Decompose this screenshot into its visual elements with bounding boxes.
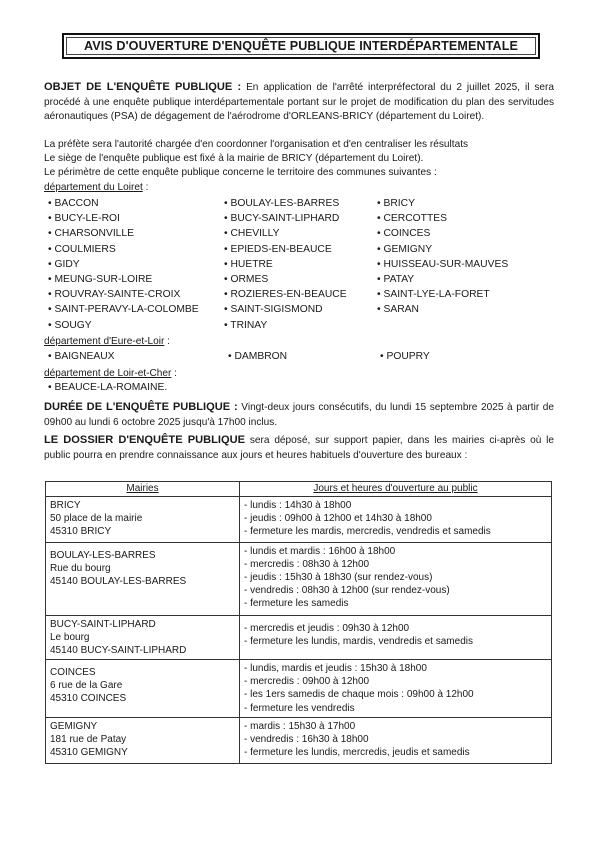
loircher-label: département de Loir-et-Cher	[44, 368, 172, 379]
horaires-cell: - mercredis et jeudis : 09h30 à 12h00 - fermeture les lundis, mardis, vendredis et samedis	[240, 616, 552, 660]
objet-line-3: Le siège de l'enquête publique est fixé à la mairie de BRICY (département du Loiret).	[44, 153, 424, 164]
list-item: • CERCOTTES	[377, 213, 447, 225]
horaires-cell: - lundis : 14h30 à 18h00 - jeudis : 09h00 à 12h00 et 14h30 à 18h00 - fermeture les mardis, mercredis, vendredis et samedis	[240, 497, 552, 543]
eure-heading: département d'Eure-et-Loir :	[44, 336, 170, 347]
list-item: • HUISSEAU-SUR-MAUVES	[377, 258, 509, 270]
mairies-table	[45, 481, 552, 764]
list-item: • CHARSONVILLE	[48, 228, 135, 240]
communes-column-3	[377, 196, 508, 318]
list-item: • CHEVILLY	[224, 228, 280, 240]
list-item: • BUCY-LE-ROI	[48, 213, 120, 225]
list-item: • BRICY	[377, 198, 415, 209]
loiret-heading: département du Loiret :	[44, 182, 149, 193]
list-item: • BAIGNEAUX	[48, 351, 115, 362]
objet-heading: OBJET DE L'ENQUÊTE PUBLIQUE :	[44, 81, 242, 93]
duree-heading: DURÉE DE L'ENQUÊTE PUBLIQUE :	[44, 401, 238, 413]
list-item: • BUCY-SAINT-LIPHARD	[224, 213, 340, 225]
list-item: • MEUNG-SUR-LOIRE	[48, 274, 153, 286]
duree-text: Vingt-deux jours consécutifs, du lundi 15 septembre 2025 à partir de 09h00 au lundi 6 octobre 2025 jusqu'à 17h00 inclus.	[44, 402, 554, 428]
list-item: • GIDY	[48, 258, 80, 270]
list-item: • HUETRE	[224, 258, 273, 270]
list-item: • ROZIERES-EN-BEAUCE	[224, 289, 347, 301]
list-item: • EPIEDS-EN-BEAUCE	[224, 243, 332, 255]
list-item: • SOUGY	[48, 319, 92, 331]
eure-communes	[44, 349, 554, 365]
dossier-heading: LE DOSSIER D'ENQUÊTE PUBLIQUE	[44, 434, 246, 446]
loiret-communes	[44, 196, 554, 336]
table-header-row	[46, 482, 552, 497]
horaires-cell: - lundis et mardis : 16h00 à 18h00 - mercredis : 08h30 à 12h00 - jeudis : 15h30 à 18h30 (sur rendez-vous) - vendredis : 08h30 à 12h00 (sur rendez-vous) - fermeture les samedis	[240, 543, 552, 616]
dossier-paragraph	[44, 433, 554, 463]
horaires-cell: - mardis : 15h30 à 17h00 - vendredis : 16h30 à 18h00 - fermeture les lundis, mercredis, jeudis et samedis	[240, 718, 552, 764]
loircher-heading: département de Loir-et-Cher :	[44, 368, 177, 379]
mairie-cell: GEMIGNY 181 rue de Patay 45310 GEMIGNY	[46, 718, 240, 764]
list-item: • SAINT-LYE-LA-FORET	[377, 289, 490, 301]
table-row	[46, 543, 552, 616]
mairie-cell: BOULAY-LES-BARRES Rue du bourg 45140 BOULAY-LES-BARRES	[46, 543, 240, 616]
list-item: • GEMIGNY	[377, 243, 433, 255]
page-title: AVIS D'OUVERTURE D'ENQUÊTE PUBLIQUE INTERDÉPARTEMENTALE	[62, 33, 540, 59]
column-header-mairies: Mairies	[46, 482, 240, 497]
list-item: • COULMIERS	[48, 243, 116, 255]
list-item: • TRINAY	[224, 319, 268, 331]
objet-line-2: La préfète sera l'autorité chargée d'en coordonner l'organisation et d'en centraliser les résultats	[44, 139, 469, 150]
communes-column-1	[48, 196, 199, 333]
list-item: • BACCON	[48, 198, 99, 209]
list-item: • POUPRY	[380, 351, 430, 362]
list-item: • PATAY	[377, 274, 415, 286]
list-item: • BEAUCE-LA-ROMAINE.	[48, 382, 168, 393]
table-row	[46, 718, 552, 764]
eure-label: département d'Eure-et-Loir	[44, 336, 165, 347]
dossier-text: sera déposé, sur support papier, dans les mairies ci-après où le public pourra en prendre connaissance aux jours et heures habituels d'ouverture des bureaux :	[44, 435, 554, 461]
table-row	[46, 660, 552, 718]
list-item: • COINCES	[377, 228, 431, 240]
objet-line-4: Le périmètre de cette enquête publique concerne le territoire des communes suivantes :	[44, 167, 437, 178]
list-item: • BOULAY-LES-BARRES	[224, 198, 340, 209]
objet-text: En application de l'arrêté interpréfectoral du 2 juillet 2025, il sera procédé à une enquête publique interdépartementale portant sur le projet de modification du plan des servitudes aéronautiques (PSA) de dégagement de l'aérodrome d'ORLEANS-BRICY (département du Loiret).	[44, 82, 554, 123]
list-item: • SAINT-SIGISMOND	[224, 304, 323, 316]
list-item: • SAINT-PERAVY-LA-COLOMBE	[48, 304, 199, 316]
loiret-label: département du Loiret	[44, 182, 143, 193]
mairie-cell: BUCY-SAINT-LIPHARD Le bourg 45140 BUCY-SAINT-LIPHARD	[46, 616, 240, 660]
mairie-cell: BRICY 50 place de la mairie 45310 BRICY	[46, 497, 240, 543]
list-item: • SARAN	[377, 304, 419, 316]
loircher-communes	[44, 380, 554, 396]
table-row	[46, 497, 552, 543]
objet-paragraph	[44, 80, 554, 125]
mairie-cell: COINCES 6 rue de la Gare 45310 COINCES	[46, 660, 240, 718]
list-item: • DAMBRON	[228, 351, 288, 362]
horaires-cell: - lundis, mardis et jeudis : 15h30 à 18h00 - mercredis : 09h00 à 12h00 - les 1ers samedis de chaque mois : 09h00 à 12h00 - fermeture les vendredis	[240, 660, 552, 718]
table-row	[46, 616, 552, 660]
list-item: • ORMES	[224, 274, 269, 286]
list-item: • ROUVRAY-SAINTE-CROIX	[48, 289, 181, 301]
column-header-horaires: Jours et heures d'ouverture au public	[240, 482, 552, 497]
duree-paragraph	[44, 400, 554, 430]
communes-column-2	[224, 196, 347, 333]
